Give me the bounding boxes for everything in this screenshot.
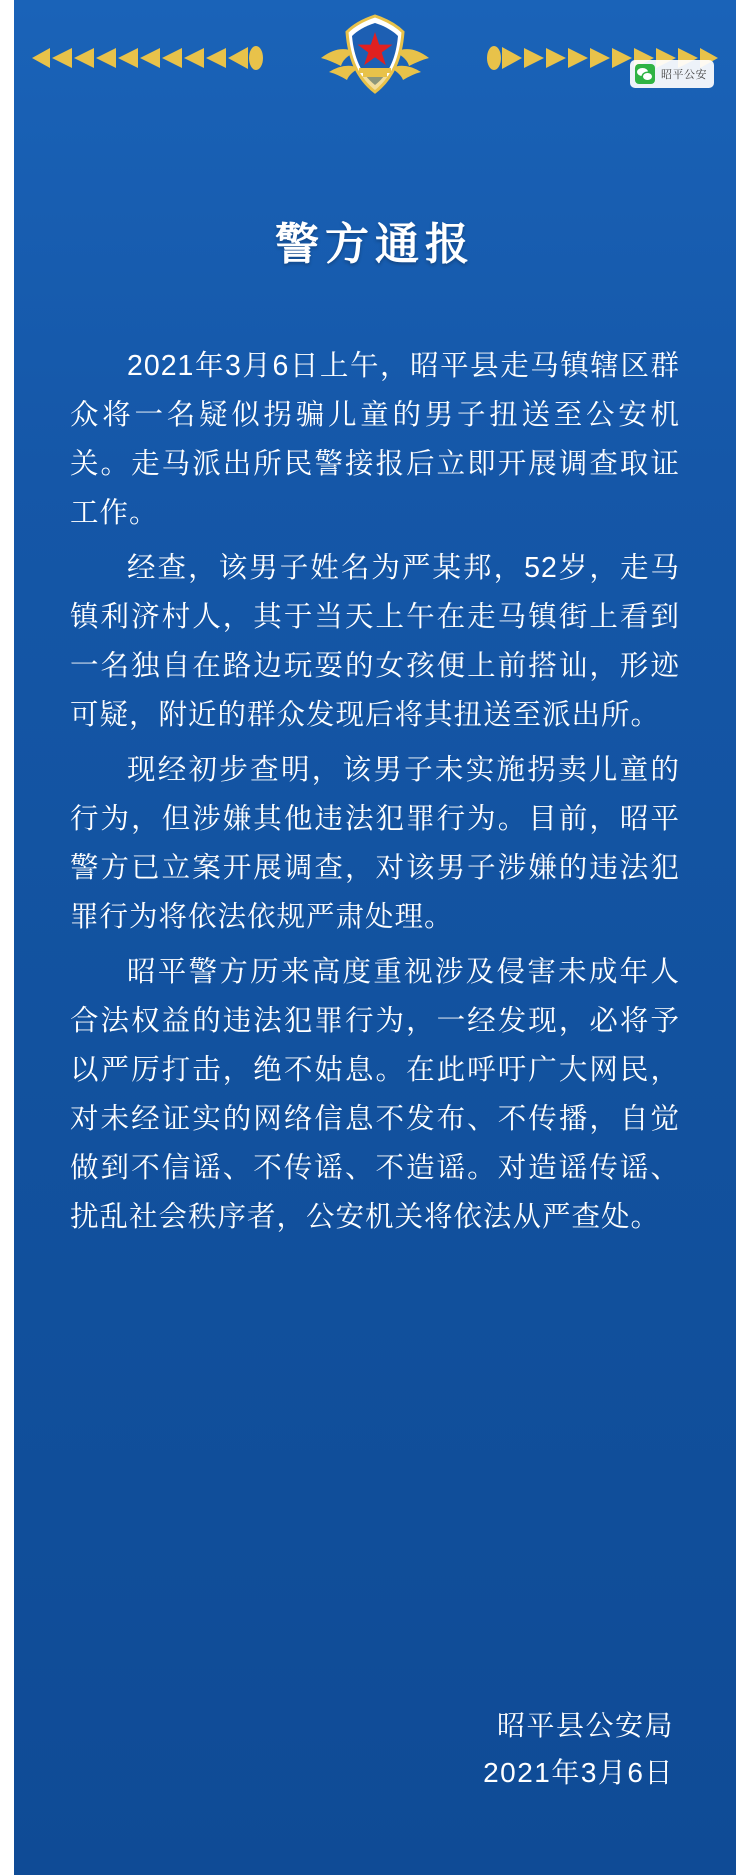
- signature-date: 2021年3月6日: [483, 1757, 674, 1789]
- signature-issuer: 昭平县公安局: [496, 1709, 674, 1741]
- poster-header: [14, 0, 736, 120]
- notice-body: [70, 342, 680, 1242]
- notice-paragraph-2: 经查，该男子姓名为严某邦，52岁，走马镇利济村人，其于当天上午在走马镇街上看到一名独自在路边玩耍的女孩便上前搭讪，形迹可疑，附近的群众发现后将其扭送至派出所。: [70, 552, 680, 732]
- notice-paragraph-4: 昭平警方历来高度重视涉及侵害未成年人合法权益的违法犯罪行为，一经发现，必将予以严厉打击，绝不姑息。在此呼吁广大网民，对未经证实的网络信息不发布、不传播，自觉做到不信谣、不传谣、不造谣。对造谣传谣、扰乱社会秩序者，公安机关将依法从严查处。: [70, 956, 680, 1234]
- notice-paragraph-3: 现经初步查明，该男子未实施拐卖儿童的行为，但涉嫌其他违法犯罪行为。目前，昭平警方已立案开展调查，对该男子涉嫌的违法犯罪行为将依法依规严肃处理。: [70, 754, 680, 934]
- wechat-account-name: 昭平公安: [661, 69, 707, 81]
- notice-paragraph-1: 2021年3月6日上午，昭平县走马镇辖区群众将一名疑似拐骗儿童的男子扭送至公安机关。走马派出所民警接报后立即开展调查取证工作。: [70, 350, 680, 530]
- page-title: 警方通报: [275, 220, 475, 269]
- china-police-emblem-icon: [319, 6, 431, 110]
- signature-block: [483, 1702, 674, 1797]
- laurel-branch-left-icon: [28, 38, 263, 78]
- wechat-account-badge[interactable]: [630, 60, 714, 88]
- wechat-icon: [635, 64, 655, 84]
